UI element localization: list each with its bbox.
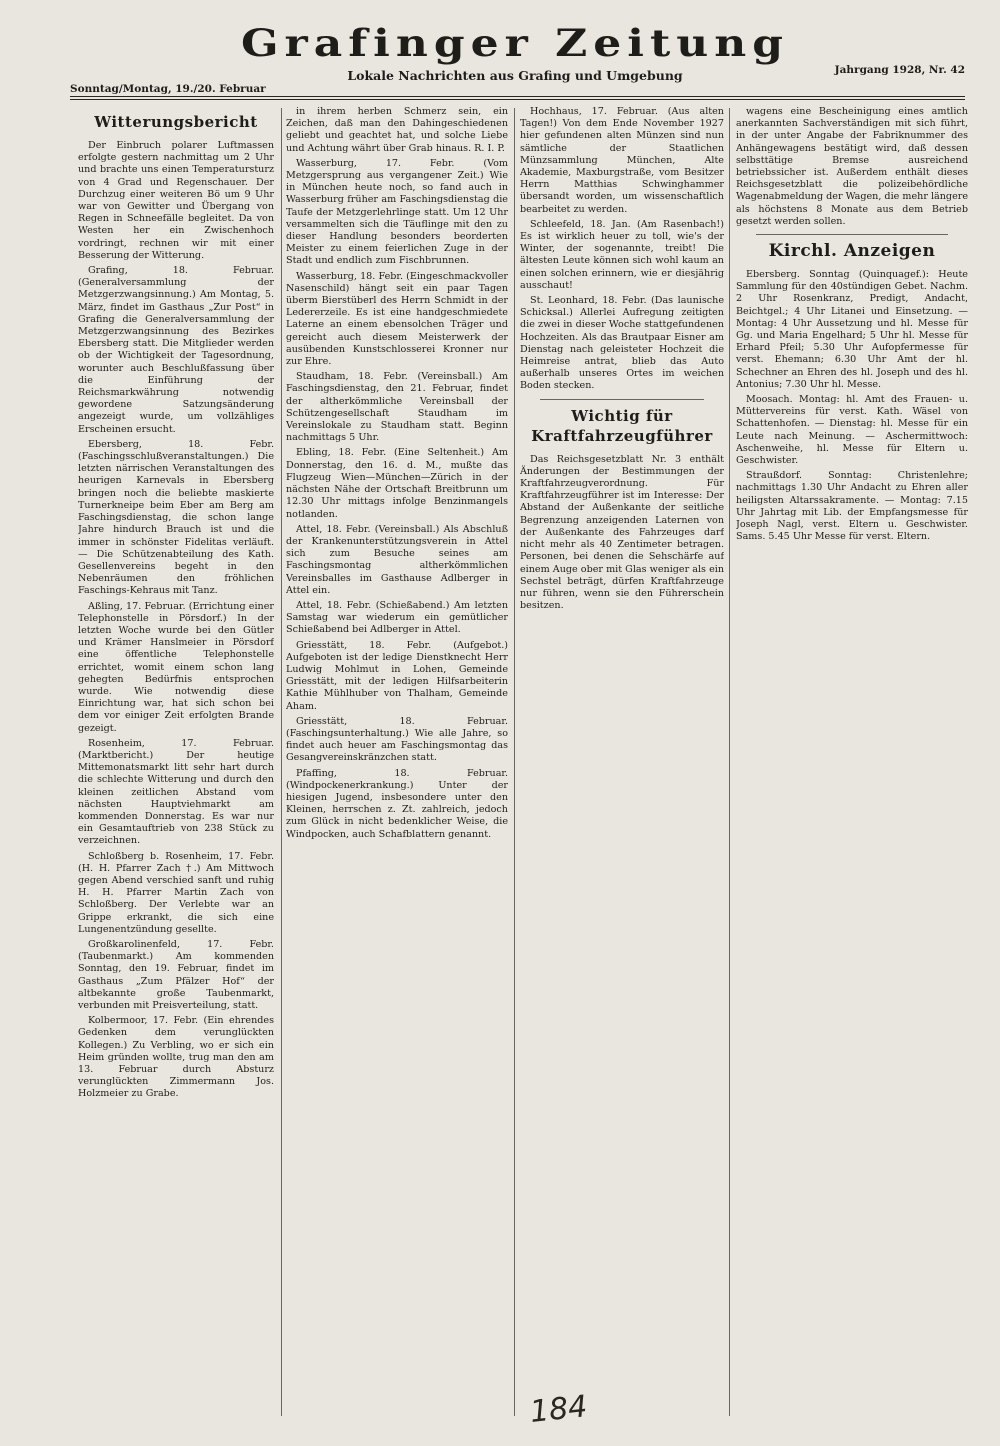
column-3 [520,106,724,1424]
column-4 [736,106,968,1424]
handwritten-page-number: 184 [528,1389,589,1430]
article-paragraph: Wasserburg, 17. Febr. (Vom Metzgersprung aus vergangener Zeit.) Wie in München heute noch, so fand auch in Wasserburg früher am Faschingsdienstag die Taufe der Metzgerlehrlinge statt. Um 12 Uhr versammelten sich die Täuflinge mit den zu dieser Handlung besonders beorderten Meister zu einem feierlichen Zuge in der Stadt und endlich zum Fischbrunnen. [286,157,508,267]
article-paragraph: Rosenheim, 17. Februar. (Marktbericht.) Der heutige Mittemonatsmarkt litt sehr hart durch die schlechte Witterung und durch den kleinen zeitlichen Abstand vom nächsten Hauptviehmarkt am kommenden Donnerstag. Es war nur ein Gesamtauftrieb von 238 Stück zu verzeichnen. [78,737,274,847]
article-paragraph: Attel, 18. Febr. (Schießabend.) Am letzten Samstag war wiederum ein gemütlicher Schießabend bei Adlberger in Attel. [286,599,508,636]
article-paragraph: Schloßberg b. Rosenheim, 17. Febr. (H. H. Pfarrer Zach †.) Am Mittwoch gegen Abend verschied sanft und ruhig H. H. Pfarrer Martin Zach von Schloßberg. Der Verlebte war an Grippe erkrankt, die sich eine Lungenentzündung gesellte. [78,850,274,935]
masthead-rule-thin [70,99,965,100]
article-paragraph: Grafing, 18. Februar. (Generalversammlung der Metzgerzwangsinnung.) Am Montag, 5. März, findet im Gasthaus „Zur Post“ in Grafing die Generalversammlung der Metzgerzwangsinnung des Bezirkes Ebersberg statt. Die Mitglieder werden ob der Wichtigkeit der Tagesordnung, worunter auch Beschlußfassung über die Einführung der Reichsmarkwährung notwendig gewordene Satzungsänderung angezeigt wurde, um vollzähliges Erscheinen ersucht. [78,265,274,435]
section-separator [756,234,948,235]
article-paragraph: Staudham, 18. Febr. (Vereinsball.) Am Faschingsdienstag, den 21. Februar, findet der altherkömmliche Vereinsball der Schützengesellschaft Staudham im Vereinslokale zu Staudham statt. Beginn nachmittags 5 Uhr. [286,371,508,444]
article-paragraph: Das Reichsgesetzblatt Nr. 3 enthält Änderungen der Bestimmungen der Kraftfahrzeugverordnung. Für Kraftfahrzeugführer ist im Interesse: Der Abstand der Außenkante der seitliche Begrenzung anzeigenden Laternen von der Außenkante des Fahrzeuges darf nicht mehr als 40 Zentimeter betragen. Personen, bei denen die Sehschärfe auf einem Auge ober mit Glas weniger als ein Sechstel beträgt, dürfen Kraftfahrzeuge nur führen, wenn sie den Führerschein besitzen. [520,453,724,612]
column-divider [514,108,515,1416]
date-line: Sonntag/Montag, 19./20. Februar [70,83,266,95]
article-paragraph: St. Leonhard, 18. Febr. (Das launische Schicksal.) Allerlei Aufregung zeitigten die zwei in dieser Woche stattgefundenen Hochzeiten. Als das Brautpaar Eisner am Dienstag nach geleisteter Hochzeit die Heimreise antrat, blieb das Auto außerhalb unseres Ortes im weichen Boden stecken. [520,295,724,392]
article-paragraph: Hochhaus, 17. Februar. (Aus alten Tagen!) Von dem Ende November 1927 hier gefundenen alten Münzen sind nun sämtliche der Staatlichen Münzsammlung München, Alte Akademie, Maxburgstraße, vom Besitzer Herrn Matthias Schwinghammer übersandt worden, um wissenschaftlich bearbeitet zu werden. [520,106,724,215]
church-notices-heading: Kirchl. Anzeigen [768,241,936,262]
article-paragraph: Aßling, 17. Februar. (Errichtung einer Telephonstelle in Pörsdorf.) In der letzten Woche wurde bei den Gütler und Krämer Hanslmeier in Pörsdorf eine öffentliche Telephonstelle errichtet, womit einem schon lang gehegten Bedürfnis entsprochen wurde. Wie notwendig diese Einrichtung war, hat sich schon bei dem vor einiger Zeit erfolgten Brande gezeigt. [78,600,274,734]
article-paragraph: Straußdorf. Sonntag: Christenlehre; nachmittags 1.30 Uhr Andacht zu Ehren aller heiligsten Altarssakramente. — Montag: 7.15 Uhr Jahrtag mit Lib. der Empfangsmesse für Joseph Nagl, verst. Eltern u. Geschwister. Sams. 5.45 Uhr Messe für verst. Eltern. [736,470,968,543]
article-paragraph: Kolbermoor, 17. Febr. (Ein ehrendes Gedenken dem verunglückten Kollegen.) Zu Verbling, wo er sich ein Heim gründen wollte, trug man den am 13. Februar durch Absturz verunglückten Zimmermann Jos. Holzmeier zu Grabe. [78,1015,274,1100]
article-paragraph: wagens eine Bescheinigung eines amtlich anerkannten Sachverständigen mit sich führt, in der unter Angabe der Fabriknummer des Anhängewagens bestätigt wird, daß dessen selbsttätige Bremse ausreichend betriebssicher ist. Außerdem enthält dieses Reichsgesetzblatt die polizeibehördliche Wagenabmeldung der Wagen, die mehr längere als höchstens 8 Monate aus dem Betrieb gesetzt werden sollen. [736,106,968,227]
article-paragraph: Ebersberg. Sonntag (Quinquagef.): Heute Sammlung für den 40stündigen Gebet. Nachm. 2 Uhr Rosenkranz, Predigt, Andacht, Beichtgel.; 4 Uhr Litanei und Einsetzung. — Montag: 4 Uhr Aussetzung und hl. Messe für Gg. und Maria Engelhard; 5 Uhr hl. Messe für Erhard Pfeil; 5.30 Uhr Aufopfermesse für verst. Ehemann; 6.30 Uhr Amt der hl. Schechner an Ehren des hl. Joseph und des hl. Antonius; 7.30 Uhr hl. Messe. [736,269,968,390]
article-paragraph: Ebling, 18. Febr. (Eine Seltenheit.) Am Donnerstag, den 16. d. M., mußte das Flugzeug Wien—München—Zürich in der nächsten Nähe der Ortschaft Breitbrunn um 12.30 Uhr mittags infolge Benzinmangels notlanden. [286,447,508,520]
article-paragraph: in ihrem herben Schmerz sein, ein Zeichen, daß man den Dahingeschiedenen geliebt und geachtet hat, und solche Liebe und Achtung währt über Grab hinaus. R. I. P. [286,106,508,154]
article-paragraph: Pfaffing, 18. Februar. (Windpockenerkrankung.) Unter der hiesigen Jugend, insbesondere unter den Kleinen, herrschen z. Zt. zahlreich, jedoch zum Glück in nicht bedenklicher Weise, die Windpocken, auch Schafblattern genannt. [286,767,508,840]
article-paragraph: Wasserburg, 18. Febr. (Eingeschmackvoller Nasenschild) hängt seit ein paar Tagen überm Bierstüberl des Herrn Schmidt in der Ledererzeile. Es ist eine handgeschmiedete Laterne an einem ebensolchen Träger und gereicht auch diesem Meisterwerk der ausübenden Kunstschlosserei Kronner nur zur Ehre. [286,270,508,368]
weather-heading: Witterungsbericht [94,113,258,131]
newspaper-title: Grafinger Zeitung [240,21,790,66]
newspaper-subtitle: Lokale Nachrichten aus Grafing und Umgebung [347,68,683,83]
motorist-heading: Wichtig für Kraftfahrzeugführer [531,406,713,445]
masthead-rule [70,96,965,97]
article-paragraph: Schleefeld, 18. Jan. (Am Rasenbach!) Es ist wirklich heuer zu toll, wie's der Winter, der sogenannte, treibt! Die ältesten Leute können sich wohl kaum an einen solchen erinnern, wie er diesjährig ausschaut! [520,218,724,291]
article-paragraph: Attel, 18. Febr. (Vereinsball.) Als Abschluß der Krankenunterstützungsverein in Attel sich zum Besuche seines am Faschingsmontag altherkömmlichen Vereinsballes im Gasthause Adlberger in Attel ein. [286,523,508,596]
article-paragraph: Großkarolinenfeld, 17. Febr. (Taubenmarkt.) Am kommenden Sonntag, den 19. Februar, findet im Gasthaus „Zum Pfälzer Hof“ der altbekannte große Taubenmarkt, verbunden mit Preisverteilung, statt. [78,939,274,1012]
article-paragraph: Ebersberg, 18. Febr. (Faschingsschlußveranstaltungen.) Die letzten närrischen Veranstaltungen des heurigen Karnevals in Ebersberg bringen noch die beliebte maskierte Turnerkneipe beim Eber am Berg am Faschingsdienstag, die schon lange Jahre hindurch Brauch ist und die immer in schönster Fidelitas verläuft. — Die Schützenabteilung des Kath. Gesellenvereins begeht in den Nebenräumen den fröhlichen Faschings-Kehraus mit Tanz. [78,438,274,597]
column-1 [78,106,274,1424]
article-paragraph: Moosach. Montag: hl. Amt des Frauen- u. Müttervereins für verst. Kath. Wäsel von Schattenhofen. — Dienstag: hl. Messe für ein Leute nach Meinung. — Aschermittwoch: Aschenweihe, hl. Messe für Eltern u. Geschwister. [736,394,968,467]
section-separator [540,399,704,400]
issue-line: Jahrgang 1928, Nr. 42 [834,64,965,76]
column-divider [729,108,730,1416]
article-paragraph: Der Einbruch polarer Luftmassen erfolgte gestern nachmittag um 2 Uhr und brachte uns einen Temperatursturz von 4 Grad und Regenschauer. Der Durchzug einer weiteren Bö um 9 Uhr war von Gewitter und Übergang von Regen in Schneefälle begleitet. Da von Westen her ein Zwischenhoch vordringt, rechnen wir mit einer Besserung der Witterung. [78,140,274,261]
column-2 [286,106,508,1424]
column-divider [281,108,282,1416]
masthead [60,14,970,84]
article-paragraph: Griesstätt, 18. Febr. (Aufgebot.) Aufgeboten ist der ledige Dienstknecht Herr Ludwig Mohlmut in Lohen, Gemeinde Griesstätt, mit der ledigen Hilfsarbeiterin Kathie Mühlhuber von Thalham, Gemeinde Aham. [286,639,508,712]
article-paragraph: Griesstätt, 18. Februar. (Faschingsunterhaltung.) Wie alle Jahre, so findet auch heuer am Faschingsmontag das Gesangvereinskränzchen statt. [286,715,508,764]
